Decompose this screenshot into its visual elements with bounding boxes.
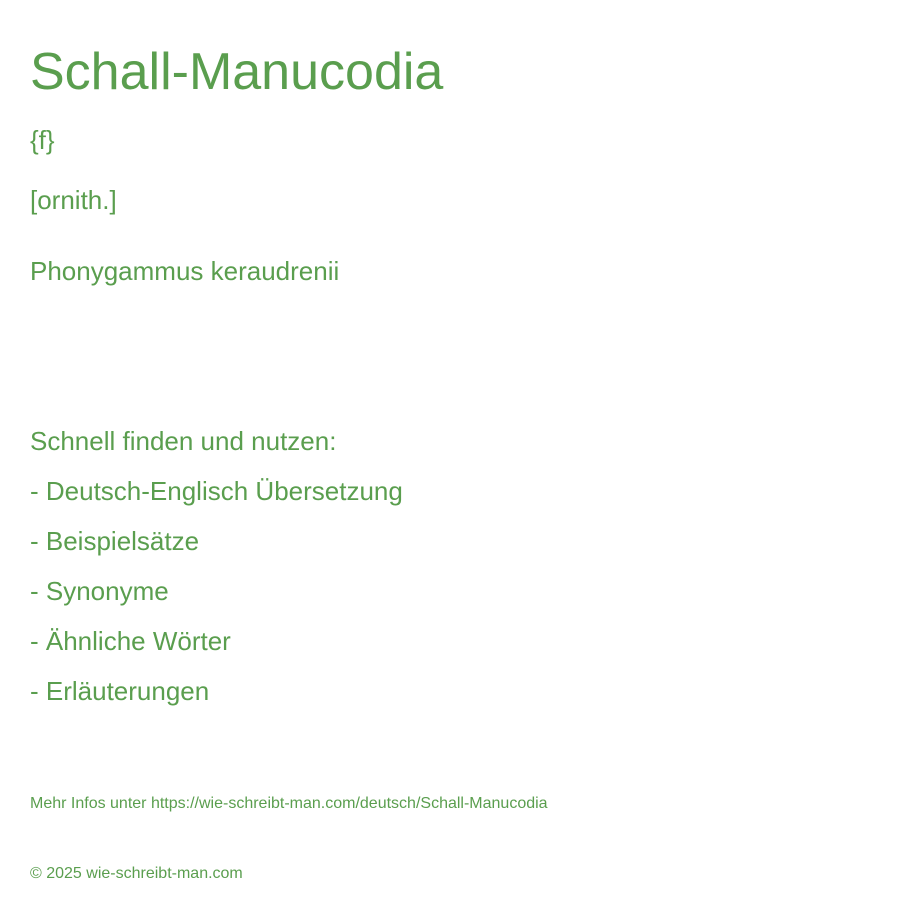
features-list: [30, 475, 403, 725]
domain-label: [ornith.]: [30, 185, 117, 215]
copyright: © 2025 wie-schreibt-man.com: [30, 865, 243, 882]
feature-item-explanations: - Erläuterungen: [30, 676, 210, 706]
page-title: Schall-Manucodia: [30, 43, 444, 101]
more-info: [30, 794, 548, 814]
feature-item-synonyms: - Synonyme: [30, 576, 169, 606]
feature-item-translation: - Deutsch-Englisch Übersetzung: [30, 476, 403, 506]
more-info-prefix: Mehr Infos unter: [30, 795, 151, 812]
features-heading: Schnell finden und nutzen:: [30, 426, 337, 456]
gender-label: {f}: [30, 125, 55, 155]
feature-item-similar-words: - Ähnliche Wörter: [30, 626, 231, 656]
more-info-link[interactable]: https://wie-schreibt-man.com/deutsch/Schall-Manucodia: [150, 795, 548, 812]
feature-item-example-sentences: - Beispielsätze: [30, 526, 200, 556]
latin-name: Phonygammus keraudrenii: [30, 256, 340, 286]
